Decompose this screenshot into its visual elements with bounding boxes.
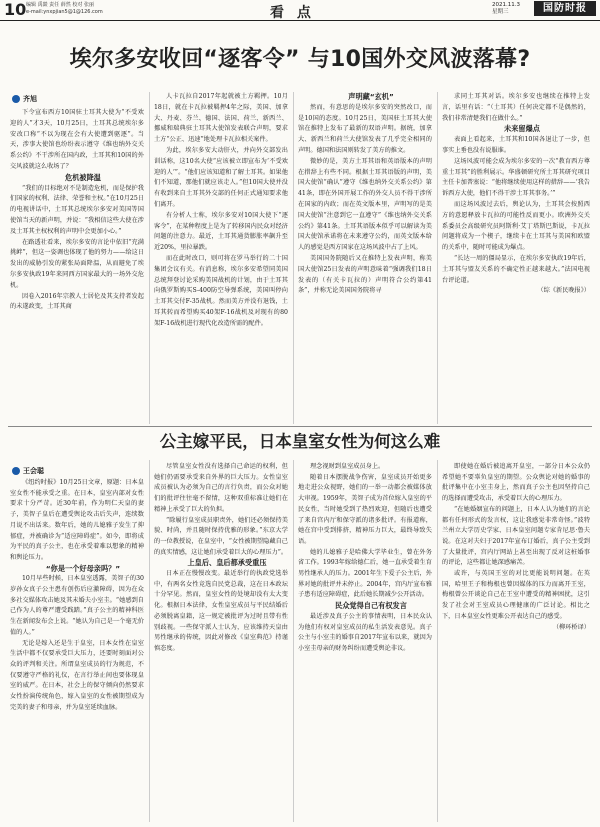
date-text: 2021.11.3 [492,2,520,8]
paragraph: 为此，埃尔多安大动肝火，并向外交部发出训话称，这10名大使“应该被立即宣布为‘不受欢迎的人’”。“他们应该知道和了解土耳其。如果他们不知道，那他们就应该走人。”但10国大使并没有收到来自土耳其外交部的任何正式通知要求他们离开。 [154,146,288,208]
issue-date [492,2,520,16]
paragraph: 因卷入2016年宗教人士居伦及其支持者发起的未遂政变，土耳其商 [10,292,144,311]
newspaper-logo: 国防时报 [534,1,596,16]
paragraph: “在她婚姻宣布的问题上，日本人认为她们的言论都有任何形式的发言权，这让我感觉非常奇怪。”波特兰州立大学历史学家、日本皇室问题专家肯尼思·鲁夫说。在这对夫妇于2017年宣布订婚后，真子公主受到了大量批评，宫内厅网站上甚至出现了反对这桩婚事的评论，这些都让她深感痛苦。 [442,505,590,567]
subheading: 民众觉得自己有权发言 [335,601,407,611]
paragraph: 10月早些时候，日本皇室透露，美智子的30岁孙女真子公主患有创伤后应激障碍，因为在众多社交媒体攻击她及其未婚夫小室圭。“她感到自己作为人的尊严遭受践踏。”真子公主的精神科医生在新闻发布会上说。“她认为自己是一个毫无价值的人。” [10,575,144,636]
article1-author: 齐旭 [23,95,37,103]
article2-column-4 [442,462,590,822]
paragraph: 随着日本摆脱战争伤害，皇室成员开始更多地走进公众视野，她们的一举一动都会被媒体放大审视。1959年，美智子成为首位嫁入皇室的平民女性，当时她受到了热烈欢迎，但随后也遭受了来自宫内厅和保守派的诸多批评。有报道称，她在宫中受到排挤，精神压力巨大，最终导致失语。 [298,473,432,545]
paragraph: 求同土耳其对话。埃尔多安也继续在推特上发言，话里有话：“（土耳其）任何决定都不是偶然的，我们非常清楚我们在做什么。” [442,93,590,122]
paragraph: 最近涉及真子公主的事情表明，日本民众认为他们有权对皇室成员的私生活发表意见。真子公主与小室圭的婚事自2017年宣布以来，就因为小室圭母亲的财务纠纷而遭受舆论非议。 [298,612,432,652]
paragraph: 有分析人士称，埃尔多安对10国大使下“逐客令”，在某种程度上是为了转移国内民众对经济问题的注意力。最近，土耳其通货膨胀率飙升至近20%，里拉暴跌。 [154,211,288,252]
paragraph: 人卡瓦拉自2017年起就被土方羁押。10月18日，就在卡瓦拉被羁押4年之际，美国、加拿大、丹麦、芬兰、德国、法国、荷兰、新西兰、挪威和瑞典驻土耳其大使馆发表联合声明，要求土方“公正、迅速”地处理卡瓦拉相关案件。 [154,93,288,144]
weekday-text: 星期三 [492,9,509,15]
article2-column-2 [154,462,288,822]
subheading: 上皇后、皇后都承受重压 [187,558,267,568]
email-line: e-mail:ynxpjian5@1@126.com [26,9,103,15]
article1-column-4 [442,92,590,424]
paragraph: 《纽约时报》10月25日文章，原题：日本皇室女性不能承受之重。在日本，皇室内部对女性要求十分严苛。近30年前，作为明仁天皇的妻子，美智子皇后在遭受舆论攻击后失声，连续数月说不出话来。数年后，她的儿媳雅子发生了抑郁症，并被确诊为“适应障碍症”。如今，即将成为平民的真子公主，也在承受着难以想象的精神和舆论压力。 [10,479,144,561]
page-number: 10 [4,0,27,19]
paragraph: 美国国务院随后又在推特上发表声明，称美国大使馆25日发表的声明意味着“强调我们18日发表的（有关卡瓦拉的）声明符合公约第41条”，并称无论美国国务院将寻 [298,254,432,295]
article2-column-3 [298,462,432,822]
subheading: 声明藏“玄机” [348,92,394,101]
paragraph: 表面上看起来，土耳其和10国各退让了一步，但事实上垂也没有说服谁。 [442,136,590,154]
page-header [0,0,600,21]
paragraph: 尽管皇室女性没有选择自己命运的权利，但她们仍需要承受来自外界的巨大压力。女性皇室成员被认为必须为自己的言行负责，而公众对她们的批评往往毫不留情，这种双重标准让她们在精神上承受了巨大的负担。 [154,463,288,513]
byline-dot-icon [12,467,20,475]
paragraph: 这场风波可能会成为埃尔多安的一次“教育西方尊重土耳其”的胜利展示。华盛顿研究所土耳其研究项目主任卡加普塞说：“他将继续使用这样的措辞——‘我告诉西方大使，他们不得干涉土耳其事务。’” [442,157,590,198]
source-credit: （综《新民晚报》） [537,287,590,295]
subheading: 未来留爆点 [504,124,540,134]
section-title: 看 点 [270,5,315,21]
article2-column-1 [10,478,144,822]
article1-column-3 [298,92,432,424]
article-divider [8,426,592,427]
paragraph: 而这场风波过去后，舆论认为，土耳其会按照西方的意愿释放卡瓦拉的可能性反而更小。欧洲外交关系委员会高级研究员阿斯利·艾丁塔斯巴斯说，卡瓦拉问题将成为一个楔子，继续卡在土耳其与美国和欧盟的关系中，随时可能成为爆点。 [442,200,590,252]
paragraph: 无论是嫁入还是生于皇室，日本女性在皇室生活中都不仅要承受巨大压力，还要时刻面对公众的评判和关注。所谓皇室成员的行为规范，不仅要遵守严格的礼仪，在言行举止间也要体现皇室的威严。在日本，社会上的保守倾向仍然要求女性扮演传统角色，嫁入皇室的女性被期望成为完美的妻子和母亲，并为皇室延续血脉。 [10,639,144,711]
editor-info [26,2,103,16]
article2-byline [12,466,44,476]
paragraph: 微妙的是，美方土耳其语和英语版本的声明在措辞上有些不同。根据土耳其语版的声明，美国大使馆“确认”遵守《维也纳外交关系公约》第41条，即在外国开展工作的外交人员不得干涉所在国家的内政；而在英文版本里，声明写的是美国大使馆“注意到它一直遵守”《维也纳外交关系公约》第41条。土耳其语版本似乎可以解读为美国大使馆承诺将在未来遵守公约，而英文版本给人的感觉是西方国家在这场风波中占了上风。 [298,157,432,252]
paragraph: “除履行皇室成员职责外，她们还必须保持美貌、时尚，并且随时保持优雅的形象。”东京大学的一位教授说，在皇室中，“女性被期望隐藏自己的真实情感，这让她们承受着巨大的心理压力”。 [154,516,288,556]
byline-dot-icon [12,95,20,103]
paragraph: “长达一周的僵局显示，在埃尔多安执政19年后，土耳其与盟友关系的不确定性正越来越大。”法国电视台评论道。 [442,254,590,284]
article2-author: 王会聪 [23,467,44,475]
paragraph: 然而，有意思的是埃尔多安的突然改口，而是10国的态度。10月25日，美国驻土耳其大使馆在推特上发布了最新的双语声明。据统，加拿大、新西兰和荷兰大使馆发表了几乎完全相同的声明。德国和法国则转发了美方的推文。 [298,103,432,154]
editor-line: 编辑 禹燚 责任 薛然 校对 张丽 [26,2,94,8]
paragraph: 她的儿媳雅子是哈佛大学毕业生，曾在外务省工作。1993年嫁给德仁后，她一直承受着生育男性继承人的压力。2001年生下爱子公主后，外界对她的批评并未停止。2004年，宫内厅宣布雅子患有适应障碍症，此后她长期减少公开活动。 [298,548,432,599]
paragraph: 即使她在婚后被追离开皇室，一部分日本公众仍希望她不要辜负皇室的期望。公众舆论对她的婚事的批评集中在小室圭身上，然而真子公主也因坚持自己的选择而遭受攻击，承受着巨大的心理压力。 [442,463,590,503]
article2-headline: 公主嫁平民，日本皇室女性为何这么难 [159,432,441,451]
paragraph: 而在此时改口，则可将在罗马举行的二十国集团会议有关。有消息称，埃尔多安希望同美国总统拜登讨论采购美国战机的计划，由于土耳其向俄罗斯购买S-400防空导弹系统，美国叫停向土耳其交付F-35战机。然而美方并没有退钱，土耳其转而希望购买40架F-16战机及对现有的80架F-16战机进行现代化改造所需的配件。 [154,254,288,327]
article1-byline [12,94,37,104]
source-credit: （柳环桥译） [552,623,590,631]
subheading: “你是一个好母亲吗？” [45,563,121,573]
paragraph: 在路透社看来，埃尔多安的言论中依旧“充满挑衅”，但这一姿调也体现了他的努力——给这日发出的威胁引发的紧张局面降温，从而避免了埃尔多安执政19年来同西方国家最大的一场外交危机。 [10,238,144,289]
paragraph: 日本正在慢慢改变。最近举行的执政党选举中，有两名女性竞选自民党总裁，这在日本政坛十分罕见。然而，皇室女性的处境却没有太大变化。根据日本法律，女性皇室成员与平民结婚后必须脱离皇籍，这一规定被批评为过时且带有性别歧视。一些保守派人士认为，应该维持天皇由男性继承的传统，因此对修改《皇室典范》持谨慎态度。 [154,570,288,652]
paragraph: 下令宣布西方10国驻土耳其大使为“不受欢迎的人”才3天，10月25日，土耳其总统埃尔多安改口称“不以为现在会有大使遭到驱逐”。当天，涉事大使馆也纷纷表示遵守《维也纳外交关系公约》不干涉所在国内政，土耳其和10国的外交风波就这么收场了？ [10,109,144,170]
article1-headline: 埃尔多安收回“逐客令” 与10国外交风波落幕? [69,47,531,72]
subheading: 危机被降温 [65,172,101,182]
article1-column-1 [10,108,144,424]
article1-column-2 [154,92,288,424]
paragraph: 理念视财到皇室成员身上。 [310,463,385,470]
paragraph: “我们的目标绝对不是制造危机，而是保护我们国家的权利、法律、荣誉和主权。”在10月25日的电视讲话中，土耳其总统埃尔多安对美国等国使馆当天的新声明，并说：“我相信这些大使在涉及土耳其主权权利的声明中会更加小心。” [10,184,144,235]
paragraph: 或许，与英国王室的对比更能说明问题。在英国，哈里王子和梅根也曾因媒体的压力而离开王室，梅根曾公开谈论自己在王室中遭受的精神困扰，这引发了社会对王室成员心理健康的广泛讨论。相比之下，日本皇室女性更难公开表达自己的感受。 [442,570,590,620]
